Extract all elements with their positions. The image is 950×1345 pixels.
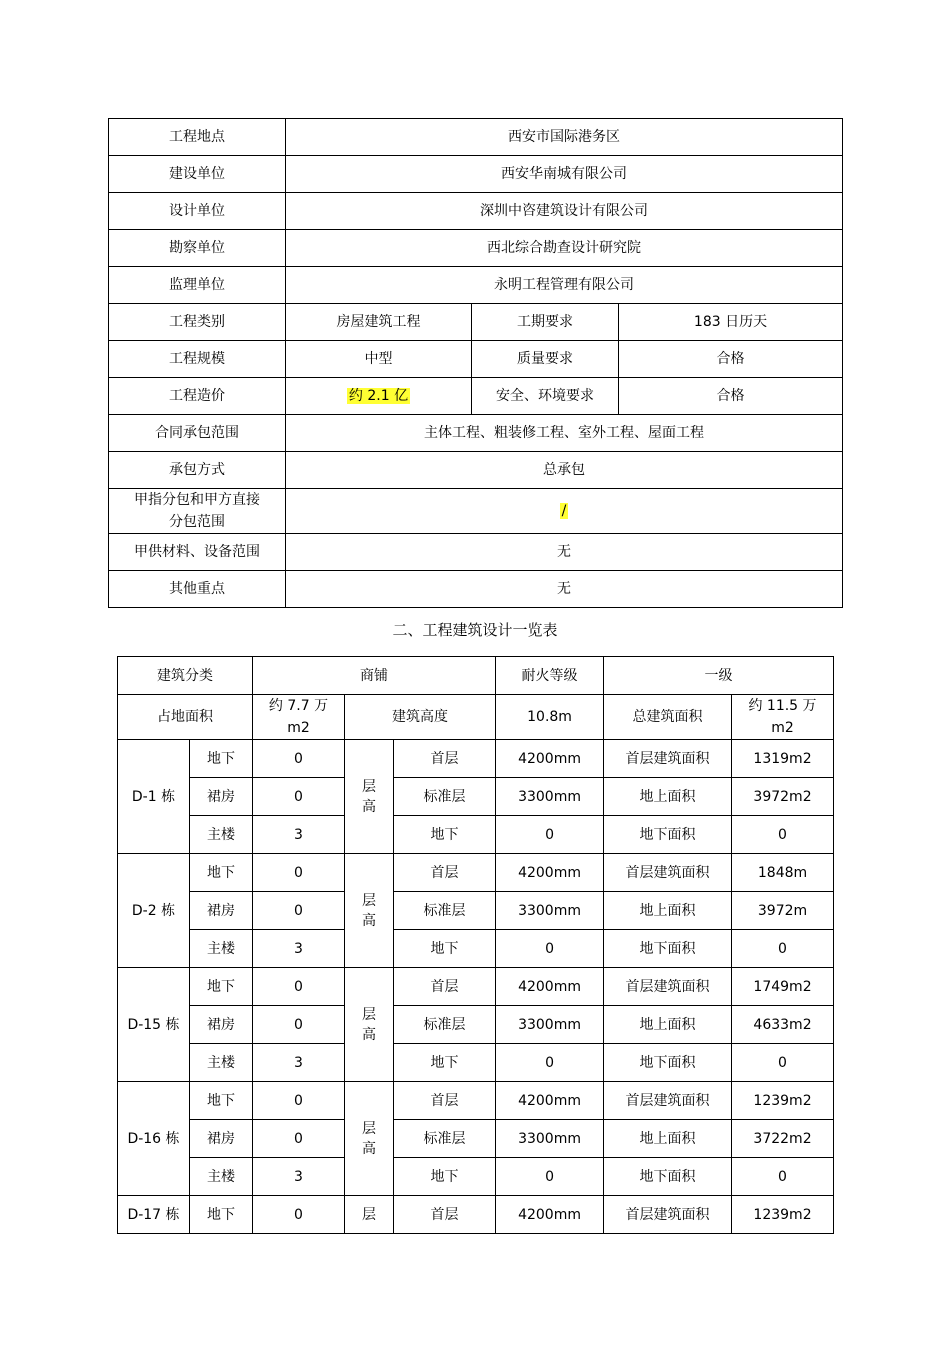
project-info-table [108, 118, 843, 608]
area-cell: 0 [732, 930, 834, 968]
table-row [109, 304, 843, 341]
building-name: D-2 栋 [118, 854, 190, 968]
level-cell: 首层 [394, 740, 496, 778]
table-row [109, 534, 843, 571]
supervisor-label: 监理单位 [109, 267, 286, 304]
other-label: 其他重点 [109, 571, 286, 608]
height-cell: 0 [496, 816, 604, 854]
table-row [109, 193, 843, 230]
cost-value: 约 2.1 亿 [348, 388, 409, 404]
height-cell: 0 [496, 1044, 604, 1082]
survey-label: 勘察单位 [109, 230, 286, 267]
location-value: 西安市国际港务区 [286, 119, 843, 156]
part-cell: 地下 [190, 854, 253, 892]
location-label: 工程地点 [109, 119, 286, 156]
building-name: D-1 栋 [118, 740, 190, 854]
area-cell: 3722m2 [732, 1120, 834, 1158]
floor-height-char-2: 高 [362, 1140, 376, 1157]
part-cell: 主楼 [190, 1044, 253, 1082]
floor-height-label [345, 1082, 394, 1196]
count-cell: 0 [253, 778, 345, 816]
count-cell: 0 [253, 1120, 345, 1158]
survey-value: 西北综合勘查设计研究院 [286, 230, 843, 267]
floor-height-char-1: 层 [362, 1120, 376, 1137]
height-cell: 3300mm [496, 1006, 604, 1044]
count-cell: 3 [253, 930, 345, 968]
cost-cell [286, 378, 472, 415]
part-cell: 地下 [190, 740, 253, 778]
duration-value: 183 日历天 [619, 304, 843, 341]
part-cell: 地下 [190, 1196, 253, 1234]
floor-height-label [345, 1196, 394, 1234]
design-table-caption: 二、工程建筑设计一览表 [392, 621, 558, 639]
count-cell: 0 [253, 1082, 345, 1120]
supervisor-value: 永明工程管理有限公司 [286, 267, 843, 304]
building-name: D-17 栋 [118, 1196, 190, 1234]
table-row [118, 816, 834, 854]
height-value: 10.8m [496, 695, 604, 740]
level-cell: 首层 [394, 1196, 496, 1234]
height-cell: 4200mm [496, 740, 604, 778]
table-row [118, 968, 834, 1006]
level-cell: 首层 [394, 1082, 496, 1120]
area-label-cell: 地上面积 [604, 1006, 732, 1044]
building-name: D-15 栋 [118, 968, 190, 1082]
materials-value: 无 [286, 534, 843, 571]
table-row [118, 1006, 834, 1044]
area-cell: 4633m2 [732, 1006, 834, 1044]
level-cell: 标准层 [394, 892, 496, 930]
land-value-line-1: 约 7.7 万 [268, 698, 329, 714]
part-cell: 裙房 [190, 1006, 253, 1044]
table-row [118, 740, 834, 778]
part-cell: 主楼 [190, 930, 253, 968]
subcontract-value: / [561, 503, 567, 519]
builder-value: 西安华南城有限公司 [286, 156, 843, 193]
floor-height-char-1: 层 [362, 1206, 376, 1223]
area-label-cell: 地下面积 [604, 1158, 732, 1196]
quality-value: 合格 [619, 341, 843, 378]
level-cell: 标准层 [394, 778, 496, 816]
table-row [109, 415, 843, 452]
land-label: 占地面积 [118, 695, 253, 740]
total-value-line-2: m2 [771, 720, 794, 736]
count-cell: 3 [253, 1158, 345, 1196]
builder-label: 建设单位 [109, 156, 286, 193]
count-cell: 0 [253, 740, 345, 778]
floor-height-label [345, 968, 394, 1082]
area-label-cell: 地上面积 [604, 778, 732, 816]
height-cell: 4200mm [496, 1082, 604, 1120]
subcontract-cell [286, 489, 843, 534]
category-value: 房屋建筑工程 [286, 304, 472, 341]
table-row [109, 119, 843, 156]
area-label-cell: 首层建筑面积 [604, 740, 732, 778]
fire-label: 耐火等级 [496, 657, 604, 695]
subcontract-label-line-2: 分包范围 [169, 514, 225, 530]
area-cell: 3972m2 [732, 778, 834, 816]
part-cell: 裙房 [190, 1120, 253, 1158]
count-cell: 3 [253, 1044, 345, 1082]
fire-value: 一级 [604, 657, 834, 695]
area-cell: 0 [732, 816, 834, 854]
quality-label: 质量要求 [472, 341, 619, 378]
designer-label: 设计单位 [109, 193, 286, 230]
contract-value: 总承包 [286, 452, 843, 489]
height-cell: 0 [496, 1158, 604, 1196]
area-cell: 1749m2 [732, 968, 834, 1006]
area-cell: 0 [732, 1044, 834, 1082]
safety-label: 安全、环境要求 [472, 378, 619, 415]
height-cell: 4200mm [496, 1196, 604, 1234]
scale-label: 工程规模 [109, 341, 286, 378]
contract-label: 承包方式 [109, 452, 286, 489]
area-label-cell: 地上面积 [604, 1120, 732, 1158]
height-cell: 4200mm [496, 968, 604, 1006]
floor-height-char-1: 层 [362, 892, 376, 909]
area-cell: 3972m [732, 892, 834, 930]
height-cell: 0 [496, 930, 604, 968]
floor-height-char-2: 高 [362, 912, 376, 929]
part-cell: 地下 [190, 1082, 253, 1120]
part-cell: 裙房 [190, 778, 253, 816]
land-value [253, 695, 345, 740]
subcontract-label-line-1: 甲指分包和甲方直接 [134, 492, 260, 508]
part-cell: 地下 [190, 968, 253, 1006]
total-value-line-1: 约 11.5 万 [748, 698, 817, 714]
floor-height-label [345, 740, 394, 854]
height-cell: 3300mm [496, 1120, 604, 1158]
category-label: 建筑分类 [118, 657, 253, 695]
height-cell: 4200mm [496, 854, 604, 892]
cost-label: 工程造价 [109, 378, 286, 415]
count-cell: 3 [253, 816, 345, 854]
area-label-cell: 首层建筑面积 [604, 1082, 732, 1120]
table-row [118, 1196, 834, 1234]
area-label-cell: 首层建筑面积 [604, 1196, 732, 1234]
table-row [118, 854, 834, 892]
total-value [732, 695, 834, 740]
count-cell: 0 [253, 968, 345, 1006]
duration-label: 工期要求 [472, 304, 619, 341]
table-row [118, 1158, 834, 1196]
subcontract-label [109, 489, 286, 534]
design-table [117, 656, 834, 1234]
area-label-cell: 地下面积 [604, 930, 732, 968]
table-row [109, 571, 843, 608]
category-value: 商铺 [253, 657, 496, 695]
safety-value: 合格 [619, 378, 843, 415]
floor-height-label [345, 854, 394, 968]
area-cell: 0 [732, 1158, 834, 1196]
table-row [109, 156, 843, 193]
table-row [118, 1044, 834, 1082]
area-cell: 1848m [732, 854, 834, 892]
level-cell: 首层 [394, 854, 496, 892]
total-label: 总建筑面积 [604, 695, 732, 740]
level-cell: 地下 [394, 930, 496, 968]
scale-value: 中型 [286, 341, 472, 378]
part-cell: 主楼 [190, 816, 253, 854]
count-cell: 0 [253, 854, 345, 892]
table-row [109, 452, 843, 489]
other-value: 无 [286, 571, 843, 608]
part-cell: 裙房 [190, 892, 253, 930]
height-label: 建筑高度 [345, 695, 496, 740]
land-value-line-2: m2 [287, 720, 310, 736]
table-row [118, 892, 834, 930]
table-row [118, 1120, 834, 1158]
area-cell: 1239m2 [732, 1196, 834, 1234]
area-cell: 1319m2 [732, 740, 834, 778]
scope-label: 合同承包范围 [109, 415, 286, 452]
category-label: 工程类别 [109, 304, 286, 341]
floor-height-char-2: 高 [362, 798, 376, 815]
area-label-cell: 地下面积 [604, 1044, 732, 1082]
building-name: D-16 栋 [118, 1082, 190, 1196]
table-row [109, 267, 843, 304]
level-cell: 地下 [394, 1158, 496, 1196]
area-label-cell: 首层建筑面积 [604, 968, 732, 1006]
floor-height-char-2: 高 [362, 1026, 376, 1043]
materials-label: 甲供材料、设备范围 [109, 534, 286, 571]
area-label-cell: 首层建筑面积 [604, 854, 732, 892]
level-cell: 地下 [394, 1044, 496, 1082]
table-row [118, 778, 834, 816]
height-cell: 3300mm [496, 892, 604, 930]
area-cell: 1239m2 [732, 1082, 834, 1120]
level-cell: 标准层 [394, 1120, 496, 1158]
count-cell: 0 [253, 1006, 345, 1044]
level-cell: 首层 [394, 968, 496, 1006]
part-cell: 主楼 [190, 1158, 253, 1196]
height-cell: 3300mm [496, 778, 604, 816]
table-row [118, 695, 834, 740]
level-cell: 标准层 [394, 1006, 496, 1044]
table-row [109, 489, 843, 534]
table-row [109, 230, 843, 267]
table-row [109, 378, 843, 415]
level-cell: 地下 [394, 816, 496, 854]
floor-height-char-1: 层 [362, 778, 376, 795]
table-row [109, 341, 843, 378]
count-cell: 0 [253, 892, 345, 930]
designer-value: 深圳中咨建筑设计有限公司 [286, 193, 843, 230]
table-row [118, 1082, 834, 1120]
table-row [118, 930, 834, 968]
area-label-cell: 地上面积 [604, 892, 732, 930]
scope-value: 主体工程、粗装修工程、室外工程、屋面工程 [286, 415, 843, 452]
floor-height-char-1: 层 [362, 1006, 376, 1023]
count-cell: 0 [253, 1196, 345, 1234]
table-row [118, 657, 834, 695]
area-label-cell: 地下面积 [604, 816, 732, 854]
